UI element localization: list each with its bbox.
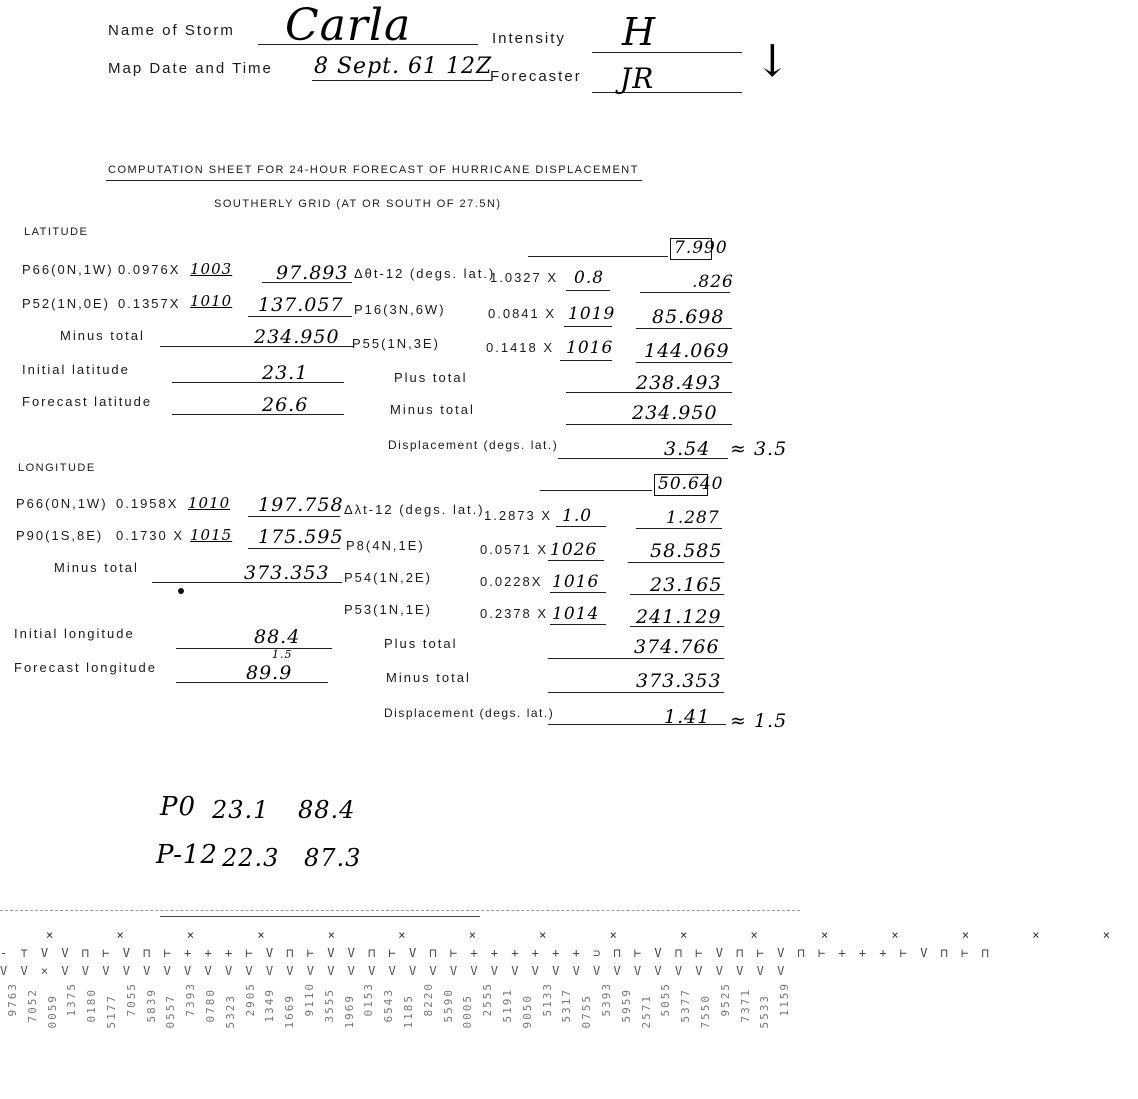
longitude-heading: LONGITUDE (18, 462, 96, 474)
lon-delta-result: 1.287 (666, 508, 720, 528)
initial-latitude-value: 23.1 (262, 362, 309, 384)
forecast-latitude-label: Forecast latitude (22, 394, 153, 409)
lat-delta-label: Δθt-12 (degs. lat.) (354, 266, 496, 281)
note-p0-label: P0 (160, 792, 197, 822)
punch-column: 9763 (6, 982, 19, 1017)
punch-column: 0557 (164, 994, 178, 1029)
forecast-longitude-label: Forecast longitude (14, 660, 157, 675)
lat-plus-total-label: Plus total (394, 370, 468, 385)
lon-p54-label: P54(1N,2E) (344, 570, 432, 585)
lat-minus-total2-value: 234.950 (632, 402, 718, 424)
lon-minus-total-value: 373.353 (244, 562, 330, 584)
punch-column: 1375 (65, 982, 79, 1017)
lat-delta-coef: 1.0327 X (490, 270, 559, 285)
lat-p55-result: 144.069 (644, 340, 730, 362)
lon-minus-total2-value: 373.353 (636, 670, 722, 692)
lat-p55-input: 1016 (566, 338, 614, 358)
lat-row2-input: 1010 (190, 292, 233, 310)
lat-row2-label: P52(1N,0E) (22, 296, 110, 311)
lon-row1-label: P66(0N,1W) (16, 496, 108, 511)
storm-name-label: Name of Storm (108, 22, 235, 39)
lon-delta-label: Δλt-12 (degs. lat.) (344, 502, 485, 517)
lat-minus-total2-label: Minus total (390, 402, 475, 417)
initial-longitude-value: 88.4 (254, 626, 301, 648)
storm-name-value: Carla (285, 0, 412, 51)
lon-minus-total2-label: Minus total (386, 670, 471, 685)
lat-row1-label: P66(0N,1W) (22, 262, 114, 277)
lat-row1-coef: 0.0976X (118, 262, 181, 277)
punch-column: 5177 (105, 994, 118, 1029)
punch-column: 1159 (778, 982, 792, 1017)
punch-column: 9525 (718, 982, 732, 1017)
forecast-longitude-value: 89.9 (246, 662, 293, 684)
ink-dot (178, 588, 184, 594)
punch-column: 7052 (25, 988, 39, 1023)
lon-p8-input: 1026 (550, 540, 598, 560)
lon-row2-coef: 0.1730 X (116, 528, 185, 543)
punch-column: 5839 (144, 988, 158, 1023)
lat-plus-total-value: 238.493 (636, 372, 722, 394)
lat-displacement-label: Displacement (degs. lat.) (388, 438, 559, 452)
punch-column: 0180 (85, 988, 99, 1023)
lon-row1-input: 1010 (188, 494, 231, 512)
punch-column: 0755 (580, 994, 594, 1029)
lat-p16-result: 85.698 (652, 306, 725, 328)
punch-column: 1185 (402, 994, 415, 1029)
lon-delta-input: 1.0 (562, 506, 593, 526)
latitude-constant: 7.990 (674, 238, 728, 258)
lon-row1-coef: 0.1958X (116, 496, 179, 511)
forecaster-value: JR (620, 62, 655, 95)
lat-minus-total-value: 234.950 (254, 326, 340, 348)
lon-p8-result: 58.585 (650, 540, 723, 562)
lat-delta-result: .826 (692, 272, 734, 292)
lat-p16-input: 1019 (568, 304, 616, 324)
intensity-value: H (622, 10, 657, 54)
punch-column: 3555 (322, 988, 336, 1023)
punch-column: 0005 (461, 994, 475, 1029)
note-p12-label: P-12 (156, 840, 218, 870)
lon-delta-coef: 1.2873 X (484, 508, 553, 523)
lon-row2-input: 1015 (190, 526, 233, 544)
lat-displacement-approx: ≈ 3.5 (730, 438, 788, 460)
note-p12-lon: 87.3 (304, 844, 362, 872)
punch-column: 2555 (481, 982, 495, 1017)
punch-column: 1669 (283, 994, 297, 1029)
lat-row1-result: 97.893 (276, 262, 349, 284)
forecast-latitude-value: 26.6 (262, 394, 309, 416)
lat-p16-label: P16(3N,6W) (354, 302, 446, 317)
lat-row1-input: 1003 (190, 260, 233, 278)
lon-plus-total-label: Plus total (384, 636, 458, 651)
punch-row-v: V V × V V V V V V V V V V V V V V V V V V V V V V V V V V V V V V V V V V V V (0, 964, 788, 978)
punch-column: 5393 (600, 982, 613, 1017)
map-date-value: 8 Sept. 61 12Z (314, 54, 493, 79)
lon-p54-coef: 0.0228X (480, 574, 543, 589)
lon-displacement-approx: ≈ 1.5 (730, 710, 788, 732)
note-p0-lon: 88.4 (298, 796, 356, 824)
lat-p16-coef: 0.0841 X (488, 306, 557, 321)
lon-row2-label: P90(1S,8E) (16, 528, 104, 543)
lon-p8-label: P8(4N,1E) (346, 538, 425, 553)
punch-column: 7550 (699, 994, 712, 1029)
punch-column: 5959 (619, 988, 633, 1023)
punch-columns (6, 982, 800, 1094)
punch-column: 5191 (501, 988, 514, 1023)
punch-column: 2571 (639, 994, 653, 1029)
intensity-label: Intensity (492, 30, 566, 47)
lat-minus-total-label: Minus total (60, 328, 145, 343)
punch-column: 9110 (303, 982, 316, 1017)
initial-longitude-label: Initial longitude (14, 626, 135, 641)
arrow-down-icon: ↓ (754, 36, 792, 87)
punch-column: 5377 (679, 988, 693, 1023)
lon-displacement-label: Displacement (degs. lat.) (384, 706, 555, 720)
punch-column: 8220 (421, 982, 435, 1017)
lon-minus-total-label: Minus total (54, 560, 139, 575)
punch-row-x: × × × × × × × × × × × × × × × × (46, 928, 1138, 942)
punch-column: 7371 (738, 988, 752, 1023)
note-p0-lat: 23.1 (212, 796, 270, 824)
punch-column: 5055 (659, 982, 673, 1017)
lat-row2-result: 137.057 (258, 294, 344, 316)
forecaster-label: Forecaster (490, 68, 582, 85)
punch-row-ops: - ⊤ V V ⊓ ⊢ V ⊓ ⊢ + + + ⊢ V ⊓ ⊢ V V ⊓ ⊢ V ⊓ ⊢ + + + + + + ⊃ ⊓ ⊢ V ⊓ ⊢ V ⊓ ⊢ V ⊓ ⊢ + + + ⊢ V ⊓ ⊢ ⊓ (0, 946, 992, 960)
punch-column: 1969 (342, 994, 356, 1029)
lon-row1-result: 197.758 (258, 494, 344, 516)
lon-p53-result: 241.129 (636, 606, 722, 628)
lon-p8-coef: 0.0571 X (480, 542, 549, 557)
lat-p55-label: P55(1N,3E) (352, 336, 440, 351)
punch-column: 6543 (382, 988, 396, 1023)
punch-column: 5323 (223, 994, 237, 1029)
lon-displacement-value: 1.41 (664, 706, 711, 728)
lat-displacement-value: 3.54 (664, 438, 711, 460)
punch-column: 7393 (184, 982, 198, 1017)
punch-column: 0780 (204, 988, 217, 1023)
punch-column: 9050 (520, 994, 534, 1029)
punch-column: 1349 (263, 988, 277, 1023)
lon-p53-coef: 0.2378 X (480, 606, 549, 621)
punch-column: 7055 (124, 982, 138, 1017)
punch-column: 0059 (45, 994, 59, 1029)
note-p12-lat: 22.3 (222, 844, 280, 872)
initial-latitude-label: Initial latitude (22, 362, 130, 377)
sheet-subtitle: SOUTHERLY GRID (AT OR SOUTH OF 27.5N) (214, 198, 502, 210)
map-date-label: Map Date and Time (108, 60, 273, 77)
punch-column: 5133 (540, 982, 554, 1017)
punch-column: 5317 (560, 988, 574, 1023)
sheet-title: COMPUTATION SHEET FOR 24-HOUR FORECAST OF HURRICANE DISPLACEMENT (108, 164, 639, 176)
lon-row2-result: 175.595 (258, 526, 344, 548)
lat-p55-coef: 0.1418 X (486, 340, 555, 355)
longitude-constant: 50.640 (658, 474, 724, 494)
lon-p53-label: P53(1N,1E) (344, 602, 432, 617)
lat-row2-coef: 0.1357X (118, 296, 181, 311)
lon-p54-result: 23.165 (650, 574, 723, 596)
lon-p53-input: 1014 (552, 604, 600, 624)
punch-column: 0153 (362, 982, 376, 1017)
lon-p54-input: 1016 (552, 572, 600, 592)
punch-column: 5590 (441, 988, 455, 1023)
punch-column: 5533 (758, 994, 772, 1029)
latitude-heading: LATITUDE (24, 226, 89, 238)
punch-column: 2905 (243, 982, 257, 1017)
initial-longitude-note: 1.5 (272, 648, 293, 661)
lat-delta-input: 0.8 (574, 268, 605, 288)
lon-plus-total-value: 374.766 (634, 636, 720, 658)
